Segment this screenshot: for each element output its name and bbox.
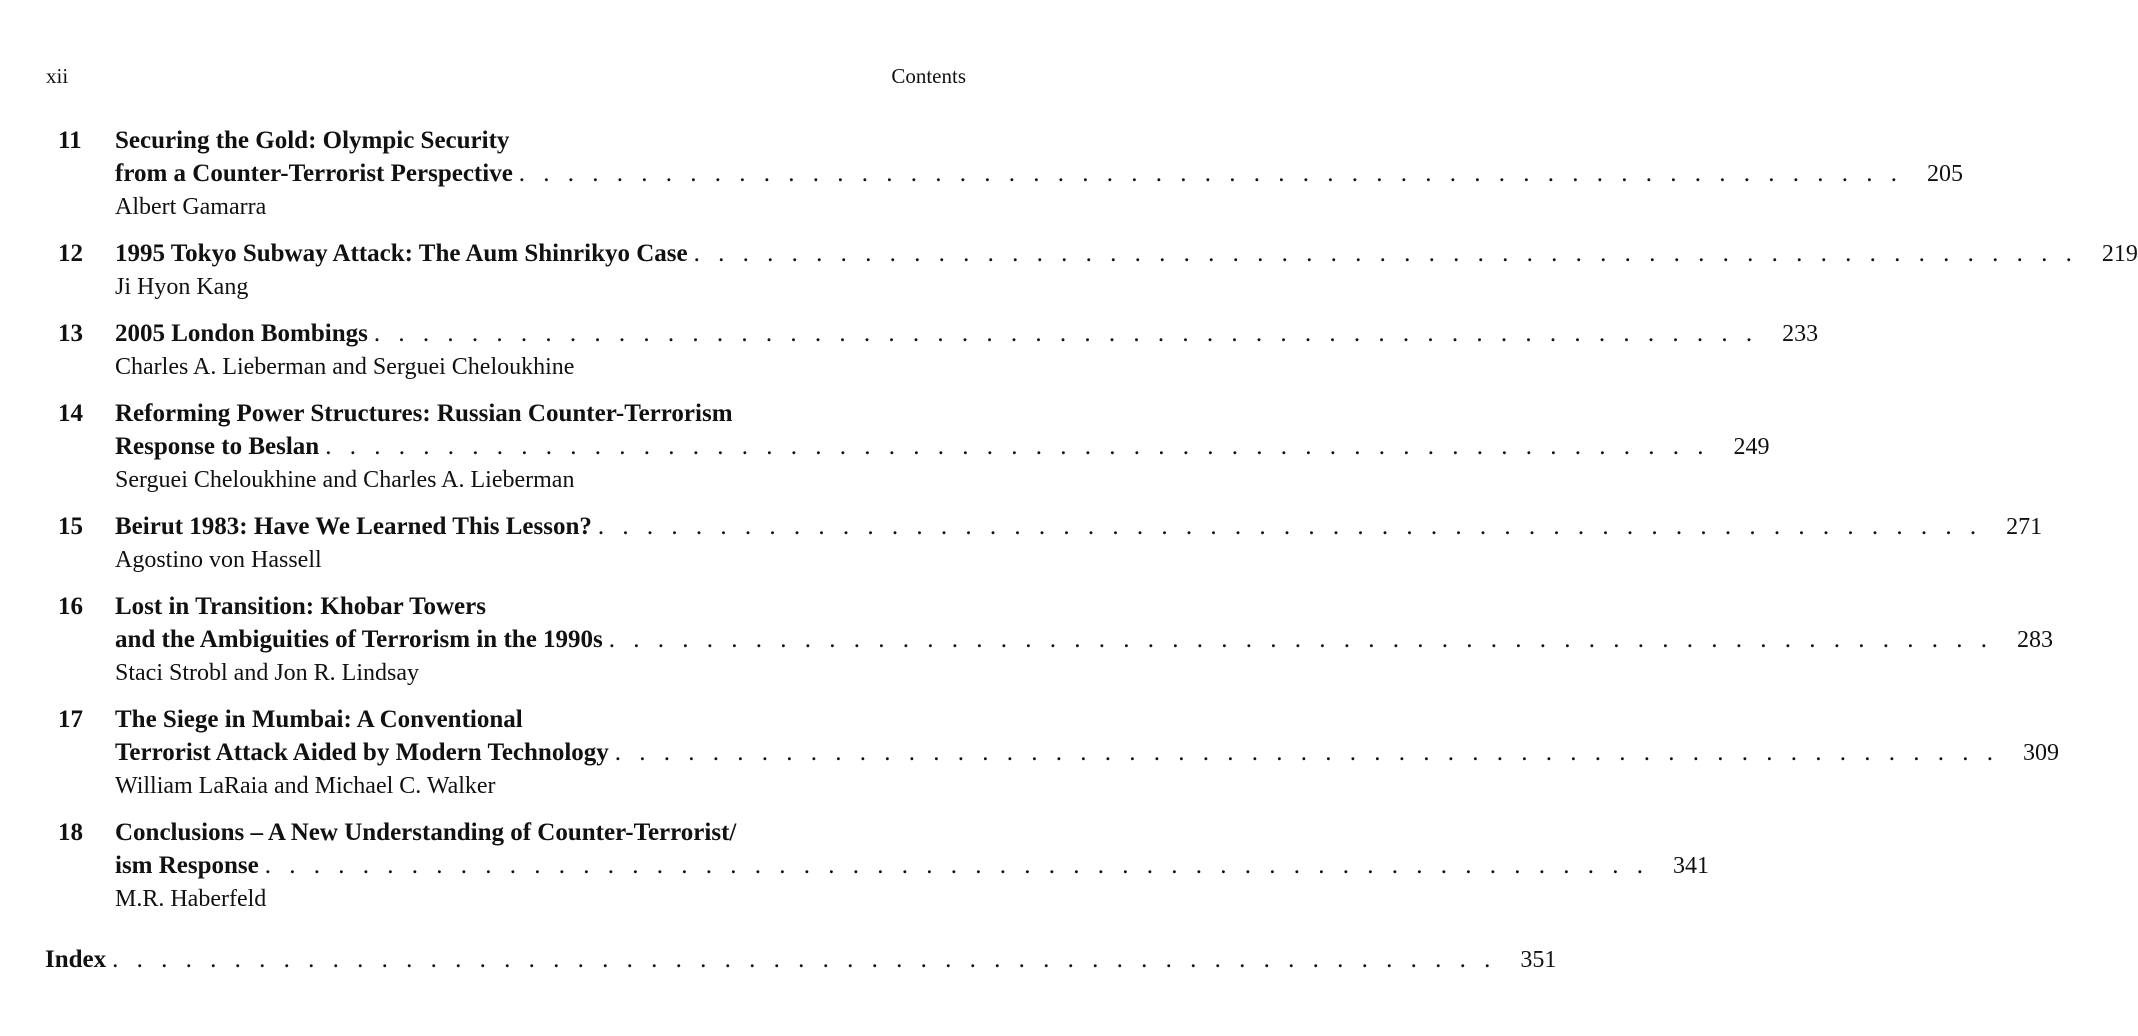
running-title: Contents: [891, 64, 966, 88]
chapter-page-number: 283: [2017, 627, 2054, 653]
toc-entry-17[interactable]: [0, 703, 2060, 803]
chapter-authors: Serguei Cheloukhine and Charles A. Lieberman: [115, 467, 575, 493]
toc-entry-15[interactable]: [0, 510, 2043, 577]
dot-leader: . . . . . . . . . . . . . . . . . . . . . . . . . . . . . . . . . . . . . . . . . . . . . . . . . . . . . . . . .: [112, 946, 1497, 973]
dot-leader: . . . . . . . . . . . . . . . . . . . . . . . . . . . . . . . . . . . . . . . . . . . . . . . . . . . . . . . . .: [264, 852, 1650, 879]
chapter-authors: Albert Gamarra: [115, 194, 267, 220]
chapter-title-line: Terrorist Attack Aided by Modern Technology: [115, 739, 609, 766]
chapter-authors: William LaRaia and Michael C. Walker: [115, 773, 496, 799]
chapter-page-number: 249: [1733, 434, 1770, 460]
chapter-number: 16: [58, 593, 83, 620]
chapter-title-line: 1995 Tokyo Subway Attack: The Aum Shinrikyo Case: [115, 240, 688, 267]
page-folio: xii: [46, 64, 69, 88]
toc-entry-16[interactable]: [0, 590, 2054, 690]
chapter-number: 15: [58, 513, 83, 540]
dot-leader: . . . . . . . . . . . . . . . . . . . . . . . . . . . . . . . . . . . . . . . . . . . . . . . . . . . . . . . . .: [693, 240, 2078, 267]
dot-leader: . . . . . . . . . . . . . . . . . . . . . . . . . . . . . . . . . . . . . . . . . . . . . . . . . . . . . . . . .: [373, 320, 1759, 347]
toc-entry-18[interactable]: [0, 816, 1710, 916]
chapter-authors: Staci Strobl and Jon R. Lindsay: [115, 660, 419, 686]
chapter-number: 14: [58, 400, 83, 427]
toc-entry-11[interactable]: [0, 124, 1964, 224]
chapter-page-number: 233: [1782, 321, 1819, 347]
chapter-title-line: Reforming Power Structures: Russian Counter-Terrorism: [115, 400, 733, 427]
chapter-number: 11: [58, 127, 82, 154]
chapter-title-line: Securing the Gold: Olympic Security: [115, 127, 510, 154]
chapter-title-line: The Siege in Mumbai: A Conventional: [115, 706, 523, 733]
chapter-title-line: ism Response: [115, 852, 259, 879]
dot-leader: . . . . . . . . . . . . . . . . . . . . . . . . . . . . . . . . . . . . . . . . . . . . . . . . . . . . . . . . .: [608, 626, 1994, 653]
chapter-title-line: and the Ambiguities of Terrorism in the 1990s: [115, 626, 603, 653]
chapter-page-number: 271: [2006, 514, 2043, 540]
chapter-title-line: Lost in Transition: Khobar Towers: [115, 593, 486, 620]
toc-entry-13[interactable]: [0, 317, 1819, 384]
chapter-number: 12: [58, 240, 83, 267]
table-of-contents: [0, 124, 2138, 929]
chapter-number: 18: [58, 819, 83, 846]
chapter-number: 13: [58, 320, 83, 347]
chapter-title-line: Beirut 1983: Have We Learned This Lesson?: [115, 513, 592, 540]
dot-leader: . . . . . . . . . . . . . . . . . . . . . . . . . . . . . . . . . . . . . . . . . . . . . . . . . . . . . . . . .: [597, 513, 1983, 540]
chapter-title-line: Conclusions – A New Understanding of Counter-Terrorist/: [115, 819, 737, 846]
chapter-authors: Ji Hyon Kang: [115, 274, 249, 300]
dot-leader: . . . . . . . . . . . . . . . . . . . . . . . . . . . . . . . . . . . . . . . . . . . . . . . . . . . . . . . . .: [518, 160, 1904, 187]
index-entry[interactable]: [45, 943, 1557, 977]
index-page-number: 351: [1520, 947, 1557, 973]
dot-leader: . . . . . . . . . . . . . . . . . . . . . . . . . . . . . . . . . . . . . . . . . . . . . . . . . . . . . . . . .: [614, 739, 2000, 766]
chapter-title-line: Response to Beslan: [115, 433, 320, 460]
chapter-title-line: 2005 London Bombings: [115, 320, 368, 347]
toc-entry-12[interactable]: [0, 237, 2138, 304]
chapter-page-number: 219: [2101, 241, 2138, 267]
dot-leader: . . . . . . . . . . . . . . . . . . . . . . . . . . . . . . . . . . . . . . . . . . . . . . . . . . . . . . . . .: [325, 433, 1710, 460]
chapter-authors: M.R. Haberfeld: [115, 886, 267, 912]
chapter-page-number: 341: [1673, 853, 1710, 879]
index-label: Index: [45, 946, 107, 973]
chapter-page-number: 309: [2023, 740, 2060, 766]
chapter-authors: Agostino von Hassell: [115, 547, 322, 573]
toc-entry-14[interactable]: [0, 397, 1770, 497]
chapter-authors: Charles A. Lieberman and Serguei Cheloukhine: [115, 354, 575, 380]
chapter-title-line: from a Counter-Terrorist Perspective: [115, 160, 513, 187]
chapter-number: 17: [58, 706, 83, 733]
chapter-page-number: 205: [1927, 161, 1964, 187]
